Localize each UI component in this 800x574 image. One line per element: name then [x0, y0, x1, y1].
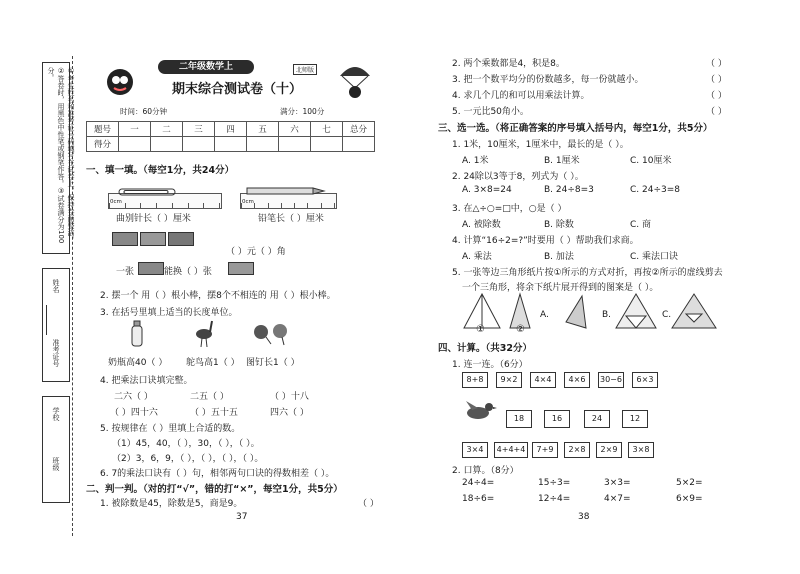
oral-item[interactable]: 18÷6= [462, 494, 495, 504]
judge-5: 5. 一元比50角小。 [452, 107, 529, 117]
q4-blank: 二六（ ） [114, 392, 153, 402]
name-label: 姓名 [52, 279, 60, 293]
q4-blank: 二五（ ） [190, 392, 229, 402]
choice-4: 4. 计算“16÷2=?”时要用（ ）帮助我们求商。 [452, 236, 639, 246]
option-c-label: C. [662, 310, 672, 320]
ruler-tick [203, 203, 204, 208]
id-label: 准考证号 [52, 339, 60, 367]
score-input[interactable] [279, 137, 311, 152]
score-table [86, 121, 375, 152]
oral-item[interactable]: 12÷4= [538, 494, 571, 504]
q5-row2: （2）3，6，9，（ ），（ ），（ ），（ ）。 [112, 454, 264, 464]
header-banner [100, 60, 370, 100]
choice-option: C. 10厘米 [630, 156, 672, 166]
score-cell: 总分 [343, 122, 375, 137]
banknote-icon [228, 262, 254, 275]
banknote-icon [138, 262, 164, 275]
fold-step-1: ① [476, 324, 485, 335]
oral-item[interactable]: 6×9= [676, 494, 703, 504]
page-number-left: 37 [236, 512, 248, 522]
section-4-heading: 四、计算。（共32分） [438, 343, 532, 354]
q4-blank: 四六（ ） [270, 408, 309, 418]
mascot-icon [100, 60, 140, 100]
exam-notice: ①考生姓名和准考证号码填写在试卷上，保持卷面整洁。②答卷时，用黑色中性笔或钢笔作答。③试卷满分为100分。 [47, 67, 75, 244]
name-id-box [42, 268, 70, 382]
choice-3: 3. 在△÷○=□中，○是（ ） [452, 204, 567, 214]
ruler2-label: 铅笔长（ ）厘米 [258, 214, 324, 224]
section-3-heading: 三、选一选。（将正确答案的序号填入括号内，每空1分，共5分） [438, 123, 713, 134]
q4-blank: （ ）五十五 [190, 408, 238, 418]
score-cell: 题号 [87, 122, 119, 137]
score-value-row [87, 137, 375, 152]
calc-1-heading: 1. 连一连。（6分） [452, 360, 528, 370]
school-class-box [42, 396, 70, 503]
oral-item[interactable]: 4×7= [604, 494, 631, 504]
calc-2-heading: 2. 口算。（8分） [452, 466, 519, 476]
name-blank[interactable] [46, 305, 67, 335]
score-input[interactable] [247, 137, 279, 152]
pencil-icon [246, 187, 326, 195]
ruler1-label: 曲别针长（ ）厘米 [116, 214, 191, 224]
ruler-tick [268, 203, 269, 208]
score-cell: 五 [247, 122, 279, 137]
triangle-folding-figures [458, 292, 718, 332]
judge-1-answer[interactable]: （ ） [358, 499, 379, 509]
expression-box[interactable]: 2×8 [564, 442, 590, 458]
answer-house[interactable]: 24 [584, 410, 610, 428]
q3-item: 鸵鸟高1（ ） [186, 358, 240, 368]
ruler-tick [125, 203, 126, 208]
choice-option: A. 3×8=24 [462, 185, 512, 195]
banknote-icon [112, 232, 138, 246]
ruler-start-label: 0cm [242, 199, 254, 205]
milk-bottle-icon [128, 320, 146, 348]
choice-5-line1: 5. 一张等边三角形纸片按①所示的方式对折，再按②所示的虚线剪去 [452, 268, 723, 278]
ruler-tick [172, 203, 173, 208]
exam-time: 时间：60分钟 [120, 107, 168, 116]
choice-1: 1. 1米，10厘米，1厘米中，最长的是（ ）。 [452, 140, 629, 150]
expression-box[interactable]: 3×8 [628, 442, 654, 458]
choice-option: B. 24÷8=3 [544, 185, 594, 195]
ruler-tick [294, 203, 295, 208]
binding-band [38, 56, 73, 536]
expression-box[interactable]: 3×4 [462, 442, 488, 458]
choice-option: C. 24÷3=8 [630, 185, 680, 195]
score-cell: 二 [151, 122, 183, 137]
score-cell: 三 [183, 122, 215, 137]
q3-item: 奶瓶高40（ ） [108, 358, 168, 368]
thumbtack-icon [252, 322, 292, 346]
score-cell: 七 [311, 122, 343, 137]
banknote-icon [140, 232, 166, 246]
fold-step-2: ② [516, 324, 525, 335]
score-input[interactable] [343, 137, 375, 152]
ruler-tick [156, 203, 157, 208]
judge-4: 4. 求几个几的和可以用乘法计算。 [452, 91, 590, 101]
option-a-label: A. [540, 310, 549, 320]
judge-3-answer[interactable]: （ ） [706, 75, 727, 85]
choice-option: B. 除数 [544, 220, 574, 230]
answer-house[interactable]: 12 [622, 410, 648, 428]
choice-5-line2: 一个三角形，将余下纸片展开得到的图案是（ ）。 [462, 283, 659, 293]
ruler-tick [254, 203, 255, 208]
judge-2: 2. 两个乘数都是4，积是8。 [452, 59, 565, 69]
money-exchange-b: 能换（ ）张 [164, 267, 212, 277]
option-b-label: B. [602, 310, 612, 320]
question-4: 4. 把乘法口诀填完整。 [100, 376, 193, 386]
answer-house[interactable]: 18 [506, 410, 532, 428]
ruler-pencil [240, 193, 337, 209]
money-exchange-a: 一张 [116, 267, 135, 277]
judge-4-answer[interactable]: （ ） [706, 91, 727, 101]
judge-1: 1. 被除数是45，除数是5，商是9。 [100, 499, 243, 509]
expression-box[interactable]: 2×9 [596, 442, 622, 458]
choice-option: C. 商 [630, 220, 652, 230]
expression-box[interactable]: 7+9 [532, 442, 558, 458]
q4-blank: （ ）十八 [270, 392, 309, 402]
oral-item[interactable]: 5×2= [676, 478, 703, 488]
section-1-heading: 一、填一填。（每空1分，共24分） [86, 165, 235, 176]
section-2-heading: 二、判一判。（对的打“√”，错的打“×”，每空1分，共5分） [86, 484, 343, 495]
judge-2-answer[interactable]: （ ） [706, 59, 727, 69]
ruler-tick [307, 203, 308, 208]
question-2: 2. 摆一个 用（ ）根小棒，摆8个不相连的 用（ ）根小棒。 [100, 291, 336, 301]
score-input[interactable] [151, 137, 183, 152]
ruler-tick [140, 203, 141, 208]
choice-option: B. 加法 [544, 252, 574, 262]
ruler-tick [321, 203, 322, 208]
score-input[interactable] [119, 137, 151, 152]
score-input[interactable] [183, 137, 215, 152]
choice-option: A. 乘法 [462, 252, 492, 262]
ruler-tick [334, 203, 335, 208]
grade-badge: 二年级数学上 [158, 60, 254, 74]
banknote-icon [168, 232, 194, 246]
edition-badge: 北师版 [293, 64, 317, 75]
q5-row1: （1）45，40，（ ），30，（ ），（ ）。 [112, 439, 260, 449]
score-input[interactable] [311, 137, 343, 152]
choice-2: 2. 24除以3等于8，列式为（ ）。 [452, 172, 584, 182]
school-label: 学校 [52, 407, 60, 421]
answer-house[interactable]: 16 [544, 410, 570, 428]
class-label: 班级 [52, 457, 60, 471]
bird-icon [462, 398, 498, 424]
q4-blank: （ ）四十六 [110, 408, 158, 418]
ruler-tick [188, 203, 189, 208]
judge-5-answer[interactable]: （ ） [706, 107, 727, 117]
score-cell: 得分 [87, 137, 119, 152]
exam-title: 期末综合测试卷（十） [172, 82, 303, 97]
expression-box[interactable]: 6×3 [632, 372, 658, 388]
ostrich-icon [192, 318, 216, 348]
page-number-right: 38 [578, 512, 590, 522]
score-input[interactable] [215, 137, 247, 152]
choice-option: B. 1厘米 [544, 156, 580, 166]
expression-box[interactable]: 4×4 [530, 372, 556, 388]
ruler-tick [219, 203, 220, 208]
exam-notice-box [42, 62, 75, 254]
paperclip-icon [118, 188, 178, 196]
choice-option: A. 1米 [462, 156, 489, 166]
expression-box[interactable]: 8+8 [462, 372, 488, 388]
ruler-start-label: 0cm [110, 199, 122, 205]
score-cell: 一 [119, 122, 151, 137]
choice-option: C. 乘法口诀 [630, 252, 679, 262]
question-3: 3. 在括号里填上适当的长度单位。 [100, 308, 238, 318]
oral-item[interactable]: 3×3= [604, 478, 631, 488]
oral-item[interactable]: 15÷3= [538, 478, 571, 488]
choice-option: A. 被除数 [462, 220, 501, 230]
full-score: 满分：100分 [280, 107, 325, 116]
score-cell: 六 [279, 122, 311, 137]
ruler-tick [281, 203, 282, 208]
money-answer: （ ）元（ ）角 [226, 247, 286, 257]
expression-box[interactable]: 9×2 [496, 372, 522, 388]
judge-3: 3. 把一个数平均分的份数越多，每一份就越小。 [452, 75, 644, 85]
expression-box[interactable]: 4+4+4 [494, 442, 528, 458]
expression-box[interactable]: 4×6 [564, 372, 590, 388]
question-5: 5. 按规律在（ ）里填上合适的数。 [100, 424, 241, 434]
question-6: 6. 7的乘法口诀有（ ）句，相邻两句口诀的得数相差（ ）。 [100, 469, 335, 479]
expression-box[interactable]: 30−6 [598, 372, 624, 388]
parachute-kid-icon [336, 62, 374, 100]
score-cell: 四 [215, 122, 247, 137]
oral-item[interactable]: 24÷4= [462, 478, 495, 488]
score-header-row [87, 122, 375, 137]
q3-item: 图钉长1（ ） [246, 358, 300, 368]
